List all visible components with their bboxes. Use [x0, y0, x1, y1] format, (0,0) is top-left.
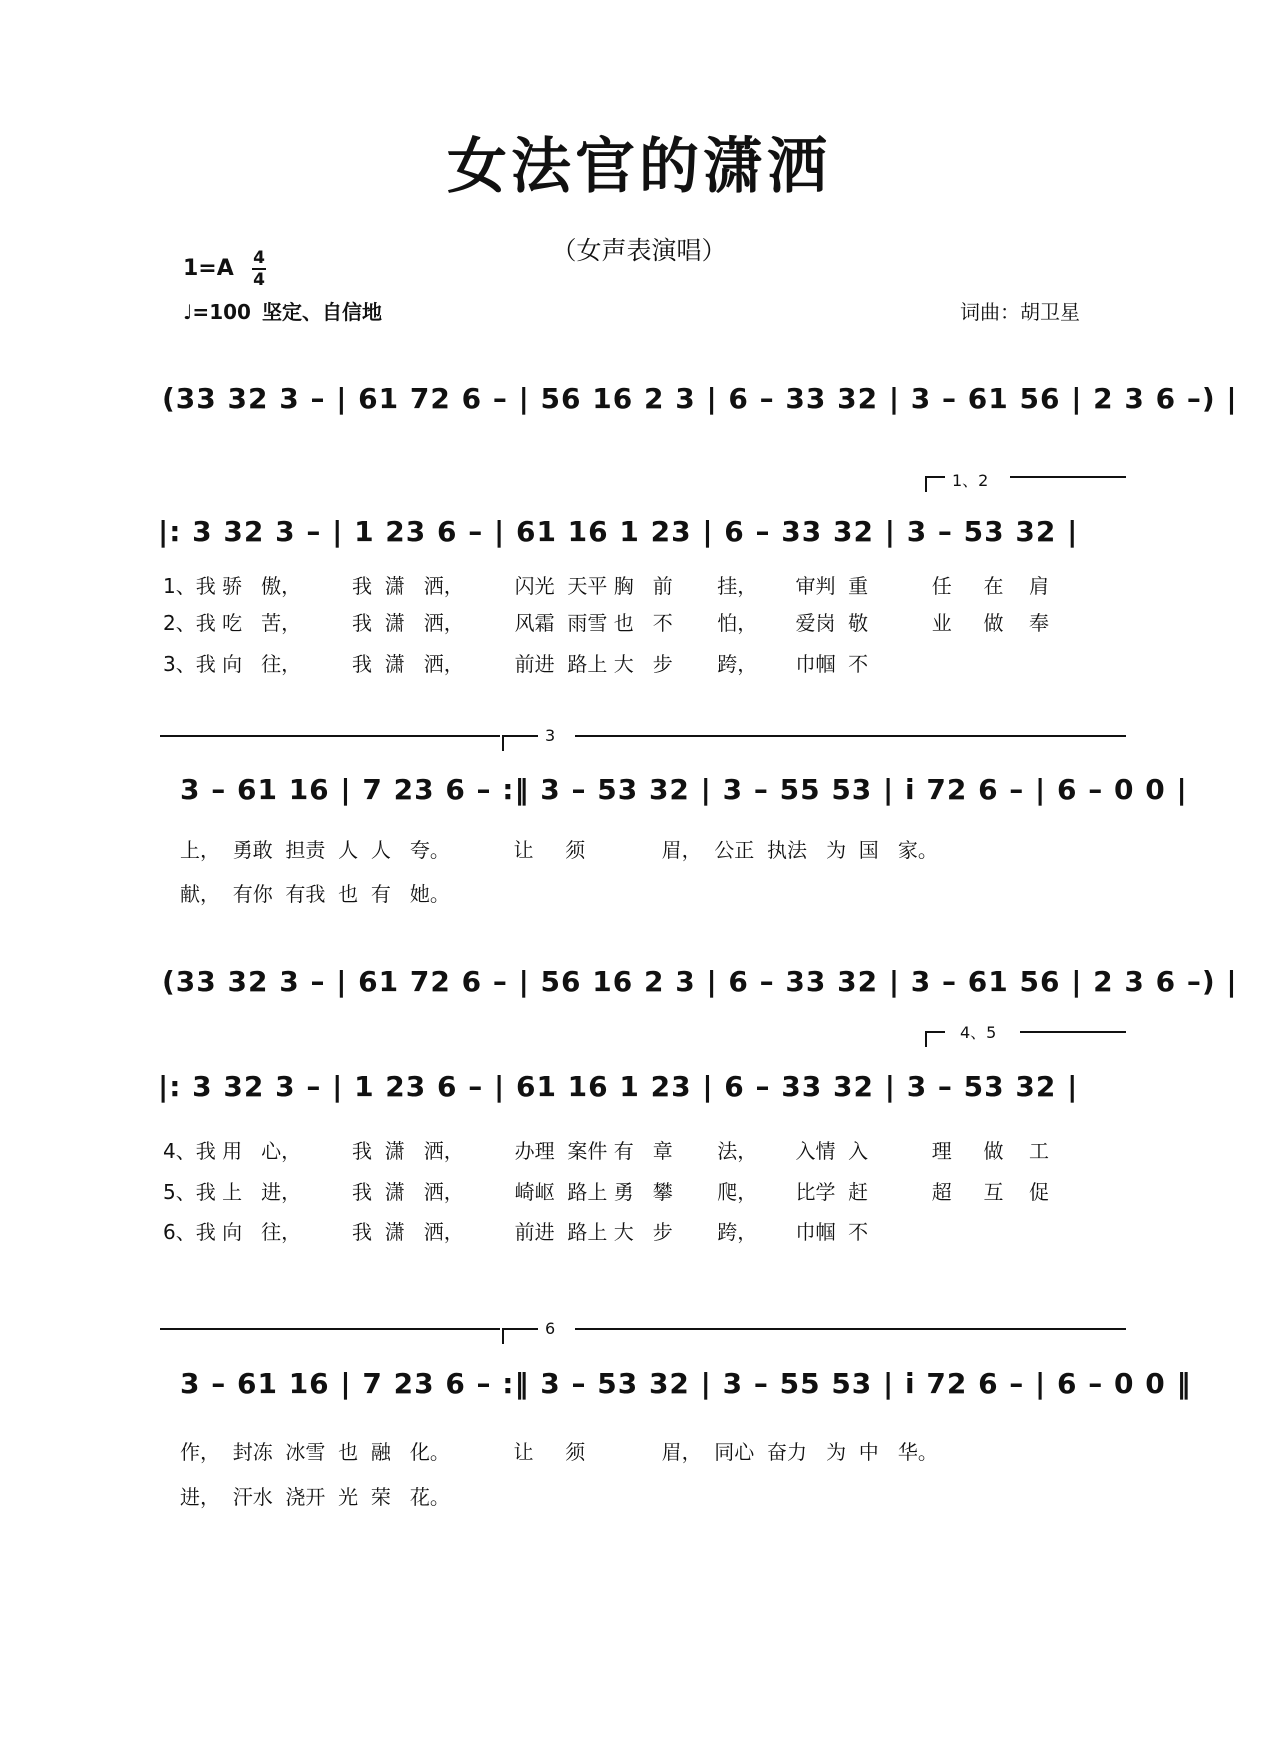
prelude-notes-1: (33 32 3 – | 61 72 6 – | 56 16 2 3 | 6 – 33 32 | 3 – 61 56 | 2 3 6 –) |: [162, 382, 1238, 415]
volta-bracket-3a: [925, 1031, 945, 1033]
lyrics-2-verse-1: 上， 勇敢 担责 人 人 夸。 让 须 眉， 公正 执法 为 国 家。: [180, 838, 938, 862]
time-signature: [252, 249, 266, 289]
lyrics-4-verse-5: 进， 汗水 浇开 光 荣 花。: [180, 1485, 450, 1509]
volta-bracket-1a: [925, 476, 945, 478]
volta-bracket-1c: [925, 476, 927, 492]
volta-bracket-3c: [925, 1031, 927, 1047]
prelude-notes-2: (33 32 3 – | 61 72 6 – | 56 16 2 3 | 6 – 33 32 | 3 – 61 56 | 2 3 6 –) |: [162, 965, 1238, 998]
lyrics-2-verse-2: 献， 有你 有我 也 有 她。: [180, 882, 450, 906]
volta-label-1: 1、2: [952, 471, 989, 490]
credits: 词曲：胡卫星: [960, 300, 1080, 324]
volta-bracket-2d: [502, 735, 504, 751]
verse-notes-4: 3 – 61 16 | 7 23 6 – :‖ 3 – 53 32 | 3 – 55 53 | i 72 6 – | 6 – 0 0 ‖: [180, 1367, 1192, 1400]
volta-label-3: 4、5: [960, 1023, 997, 1042]
time-signature-bottom: 4: [253, 270, 265, 290]
verse-notes-3: |: 3 32 3 – | 1 23 6 – | 61 16 1 23 | 6 – 33 32 | 3 – 53 32 |: [158, 1070, 1079, 1103]
volta-bracket-1b: [1010, 476, 1126, 478]
expression-marking: 坚定、自信地: [262, 300, 382, 324]
verse-notes-1: |: 3 32 3 – | 1 23 6 – | 61 16 1 23 | 6 – 33 32 | 3 – 53 32 |: [158, 515, 1079, 548]
volta-bracket-top-2c: [575, 735, 1126, 737]
volta-label-4: 6: [545, 1319, 556, 1338]
volta-bracket-top-4a: [160, 1328, 500, 1330]
lyrics-1-verse-3: 3、我 向 往， 我 潇 洒， 前进 路上 大 步 跨， 巾帼 不: [163, 652, 869, 676]
volta-bracket-top-4b: [502, 1328, 538, 1330]
volta-bracket-4d: [502, 1328, 504, 1344]
lyrics-3-verse-5: 5、我 上 进， 我 潇 洒， 崎岖 路上 勇 攀 爬， 比学 赶 超 互 促: [163, 1180, 1049, 1204]
lyrics-1-verse-2: 2、我 吃 苦， 我 潇 洒， 风霜 雨雪 也 不 怕， 爱岗 敬 业 做 奉: [163, 611, 1049, 635]
lyrics-3-verse-6: 6、我 向 往， 我 潇 洒， 前进 路上 大 步 跨， 巾帼 不: [163, 1220, 869, 1244]
performance-subtitle: （女声表演唱）: [551, 236, 727, 265]
time-signature-top: 4: [253, 248, 265, 268]
lyrics-4-verse-4: 作， 封冻 冰雪 也 融 化。 让 须 眉， 同心 奋力 为 中 华。: [180, 1440, 938, 1464]
volta-label-2: 3: [545, 726, 556, 745]
lyrics-1-verse-1: 1、我 骄 傲， 我 潇 洒， 闪光 天平 胸 前 挂， 审判 重 任 在 肩: [163, 574, 1049, 598]
verse-notes-2: 3 – 61 16 | 7 23 6 – :‖ 3 – 53 32 | 3 – 55 53 | i 72 6 – | 6 – 0 0 |: [180, 773, 1188, 806]
volta-bracket-top-4c: [575, 1328, 1126, 1330]
tempo-marking: ♩=100: [183, 300, 251, 324]
volta-bracket-top-2b: [502, 735, 538, 737]
song-title: 女法官的潇洒: [447, 132, 831, 202]
key-signature: 1=A: [183, 256, 234, 281]
volta-bracket-3b: [1020, 1031, 1126, 1033]
lyrics-3-verse-4: 4、我 用 心， 我 潇 洒， 办理 案件 有 章 法， 入情 入 理 做 工: [163, 1139, 1049, 1163]
volta-bracket-top-2a: [160, 735, 500, 737]
